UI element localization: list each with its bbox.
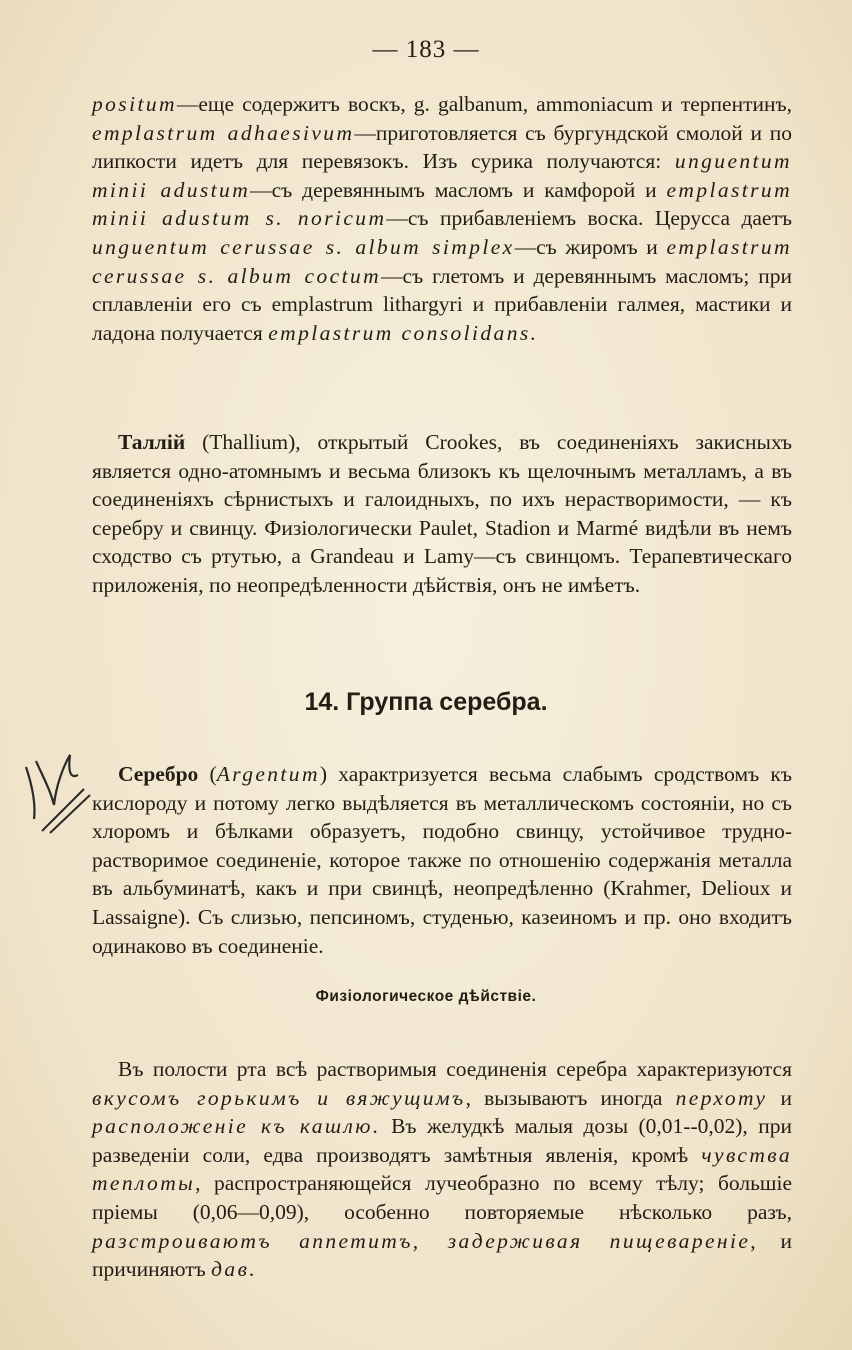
body-text: —приготовляется съ бургундской смолой и по липкости идетъ для перевязокъ. Изъ сурика получаются: xyxy=(92,120,792,174)
latin-term: unguentum cerussae s. album simplex xyxy=(92,234,515,259)
latin-term: positum xyxy=(92,92,177,116)
emphasis-text: чувства теплоты xyxy=(92,1142,792,1196)
element-term: Таллій xyxy=(118,430,186,454)
paragraph-top xyxy=(92,90,792,347)
latin-term: emplastrum consolidans. xyxy=(268,320,539,345)
latin-term: Argentum xyxy=(216,762,320,786)
body-text: —съ прибавленіемъ воска. Церусса даетъ xyxy=(386,206,792,231)
paragraph-thallium xyxy=(92,428,792,600)
latin-term: emplastrum minii adustum s. noricum xyxy=(92,177,792,231)
body-text: —съ глетомъ и деревяннымъ масломъ; при сплавленіи его съ emplastrum lithargyri и прибавленіи галмея, мастики и ладона получается xyxy=(92,263,793,345)
body-text: и xyxy=(767,1085,792,1110)
page-number: — 183 — xyxy=(372,36,480,63)
body-text: , и причиняютъ xyxy=(92,1228,792,1282)
body-text: ) характризуется весьма слабымъ сродствомъ къ кислороду и потому легко выдѣляется въ металлическомъ состояніи, но съ хлоромъ и бѣлками образуетъ, подобно свинцу, устойчивое трудно-растворимое соединеніе, которое также по отношенію содержанія металла въ альбуминатѣ, какъ и при свинцѣ, неопредѣленно (Krahmer, Delioux и Lassaigne). Съ слизью, пепсиномъ, студенью, казеиномъ и пр. оно входитъ одинаково въ соединеніе. xyxy=(92,762,792,958)
body-text: Въ полости рта всѣ растворимыя соединенія серебра характеризуются xyxy=(118,1057,792,1081)
paragraph-silver xyxy=(92,760,792,960)
body-text: Въ желудкѣ малыя дозы (0,01--0,02), при разведеніи соли, едва производятъ замѣтныя явленія, кромѣ xyxy=(92,1114,792,1167)
emphasis-text: перхоту xyxy=(675,1085,768,1110)
section-heading: 14. Группа серебра. xyxy=(304,688,548,716)
body-text: —съ деревяннымъ масломъ и камфорой и xyxy=(250,177,667,202)
handwritten-pencil-mark-icon xyxy=(20,745,92,835)
latin-term: emplastrum cerussae s. album coctum xyxy=(92,234,792,288)
subsection-heading: Физіологическое дѣйствіе. xyxy=(315,988,537,1005)
emphasis-text: разстроиваютъ аппетитъ, задерживая пищевареніе xyxy=(92,1228,751,1253)
body-text: (Thallium), открытый Crookes, въ соединеніяхъ закисныхъ является одно-атомнымъ и весьма близокъ къ щелочнымъ металламъ, а въ соединеніяхъ сѣрнистыхъ и галоидныхъ, по ихъ нерастворимости, — къ серебру и свинцу. Физіологически Paulet, Stadion и Marmé видѣли въ немъ сходство съ ртутью, а Grandeau и Lamy—съ свинцомъ. Терапевтическаго приложенія, по неопредѣленности дѣйствія, онъ не имѣетъ. xyxy=(92,430,792,597)
element-term: Серебро xyxy=(118,762,199,786)
paragraph-physiology xyxy=(92,1055,792,1284)
latin-term: unguentum minii adustum xyxy=(92,149,792,202)
emphasis-text: расположеніе къ кашлю. xyxy=(92,1114,381,1139)
body-text: , распространяющейся лучеобразно по всему тѣлу; большіе пріемы (0,06—0,09), особенно повторяемые нѣсколько разъ, xyxy=(92,1171,792,1224)
body-text: ( xyxy=(198,762,217,786)
body-text: —съ жиромъ и xyxy=(514,234,667,259)
emphasis-text: вкусомъ горькимъ и вяжущимъ xyxy=(92,1085,466,1110)
emphasis-text: дав. xyxy=(211,1257,258,1282)
latin-term: emplastrum adhaesivum xyxy=(92,120,355,145)
body-text: , вызываютъ иногда xyxy=(465,1085,676,1110)
body-text: —еще содержитъ воскъ, g. galbanum, ammoniacum и терпентинъ, xyxy=(176,92,792,116)
